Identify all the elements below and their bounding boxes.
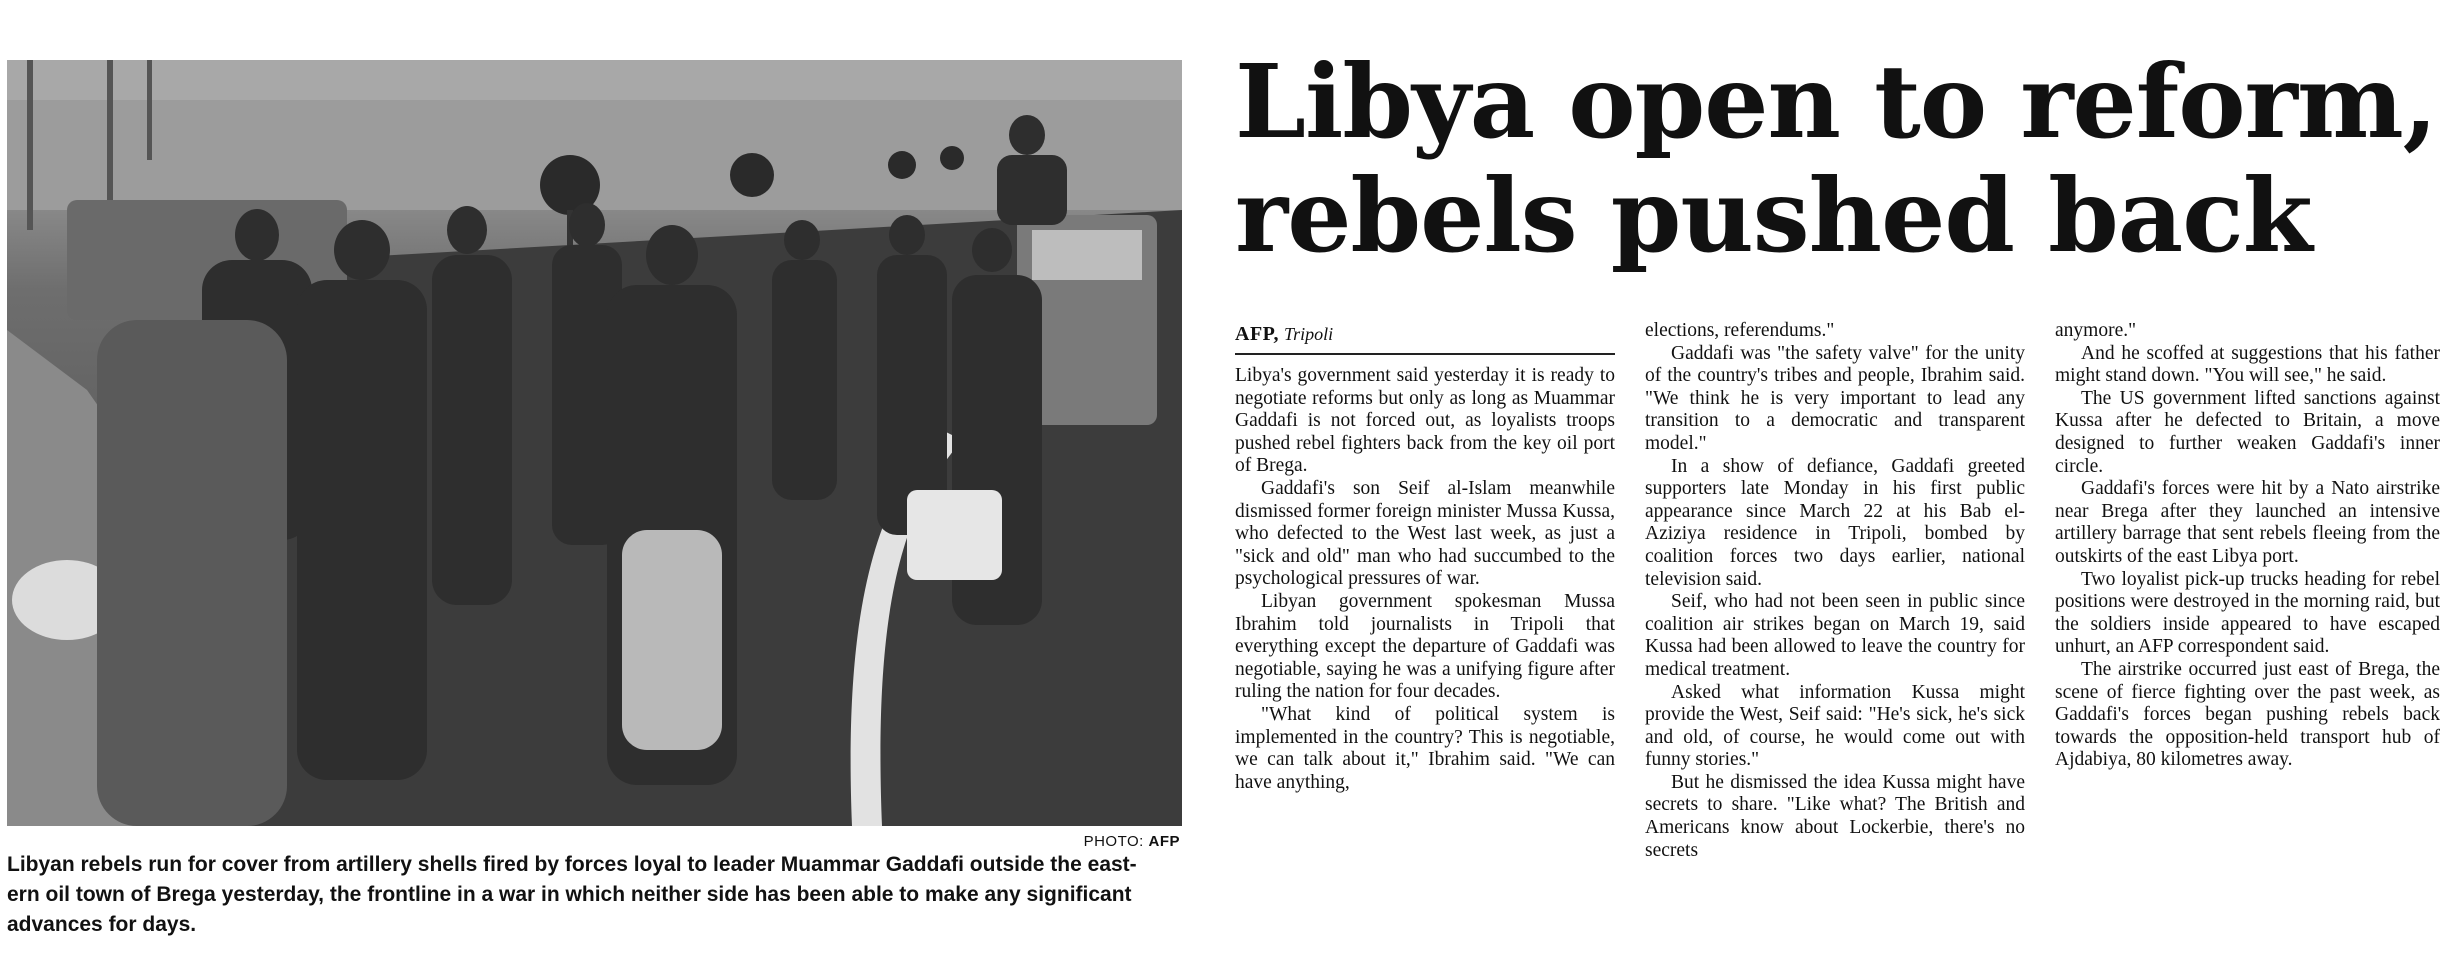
article-paragraph: elections, referendums." bbox=[1645, 320, 1835, 341]
article-column-1 bbox=[1235, 365, 1615, 794]
news-photo bbox=[7, 60, 1182, 826]
byline-agency: AFP, bbox=[1235, 323, 1280, 345]
byline bbox=[1235, 323, 1615, 346]
article-paragraph: Libyan government spokesman Mussa Ibrahim told journalists in Tripoli that everything except the departure of Gaddafi was negotiable, saying he was a unifying figure after ruling the nation for four decades. bbox=[1235, 590, 1615, 703]
article-column-3 bbox=[2055, 320, 2440, 772]
article-paragraph: Libya's government said yesterday it is ready to negotiate reforms but only as long as Muammar Gaddafi is not forced out, as loyalists troops pushed rebel fighters back from the key oil port of Brega. bbox=[1235, 365, 1615, 477]
photo-illustration bbox=[7, 60, 1182, 826]
article-paragraph: Asked what information Kussa might provide the West, Seif said: "He's sick, he's sick and old, of course, he would come out with funny stories." bbox=[1645, 681, 2025, 771]
article-paragraph: In a show of defiance, Gaddafi greeted supporters late Monday in his first public appearance since March 22 at his Bab el-Aziziya residence in Tripoli, bombed by coalition forces two days earlier, national television said. bbox=[1645, 455, 2025, 590]
headline-line: Libya open to reform, bbox=[1235, 42, 2437, 161]
article-paragraph: But he dismissed the idea Kussa might have secrets to share. "Like what? The British and Americans know about Lockerbie, there's no secrets bbox=[1645, 771, 2025, 861]
photo-credit-source: AFP bbox=[1148, 833, 1180, 850]
headline-line: rebels pushed back bbox=[1235, 156, 2312, 275]
photo-credit-label: PHOTO: bbox=[1083, 833, 1144, 850]
article-column-2 bbox=[1645, 320, 2025, 862]
article-paragraph: Seif, who had not been seen in public since coalition air strikes began on March 19, said Kussa had been allowed to leave the country for medical treatment. bbox=[1645, 591, 2025, 680]
article-paragraph: "What kind of political system is implemented in the country? This is negotiable, we can talk about it," Ibrahim said. "We can have anything, bbox=[1235, 703, 1615, 793]
article-paragraph: The airstrike occurred just east of Brega, the scene of fierce fighting over the past week, as Gaddafi's forces began pushing rebels back towards the opposition-held transport hub of Ajdabiya, 80 kilometres away. bbox=[2055, 658, 2440, 771]
photo-caption bbox=[7, 850, 1182, 940]
article-paragraph: And he scoffed at suggestions that his father might stand down. "You will see," he said. bbox=[2055, 342, 2440, 387]
caption-line: Libyan rebels run for cover from artillery shells fired by forces loyal to leader Muammar Gaddafi outside the east- bbox=[7, 853, 1137, 876]
article-paragraph: Gaddafi was "the safety valve" for the unity of the country's tribes and people, Ibrahim said. "We think he is very important to lead any transition to a democratic and transparent model." bbox=[1645, 342, 2025, 454]
article-paragraph: anymore." bbox=[2055, 320, 2137, 341]
byline-rule bbox=[1235, 353, 1615, 355]
article-paragraph: The US government lifted sanctions against Kussa after he defected to Britain, a move designed to further weaken Gaddafi's inner circle. bbox=[2055, 387, 2440, 477]
caption-line: ern oil town of Brega yesterday, the frontline in a war in which neither side has been able to make any significant bbox=[7, 883, 1132, 906]
article-paragraph: Gaddafi's forces were hit by a Nato airstrike near Brega after they launched an intensive artillery barrage that sent rebels fleeing from the outskirts of the east Libya port. bbox=[2055, 478, 2440, 567]
article-paragraph: Gaddafi's son Seif al-Islam meanwhile dismissed former foreign minister Mussa Kussa, who defected to the West last week, as just a "sick and old" man who had succumbed to the psychological pressures of war. bbox=[1235, 477, 1615, 590]
caption-line: advances for days. bbox=[7, 913, 197, 936]
article-paragraph: Two loyalist pick-up trucks heading for rebel positions were destroyed in the morning raid, but the soldiers inside appeared to have escaped unhurt, an AFP correspondent said. bbox=[2055, 568, 2440, 658]
photo-credit bbox=[1000, 833, 1180, 850]
byline-place: Tripoli bbox=[1284, 324, 1334, 344]
article-headline bbox=[1235, 42, 2445, 275]
